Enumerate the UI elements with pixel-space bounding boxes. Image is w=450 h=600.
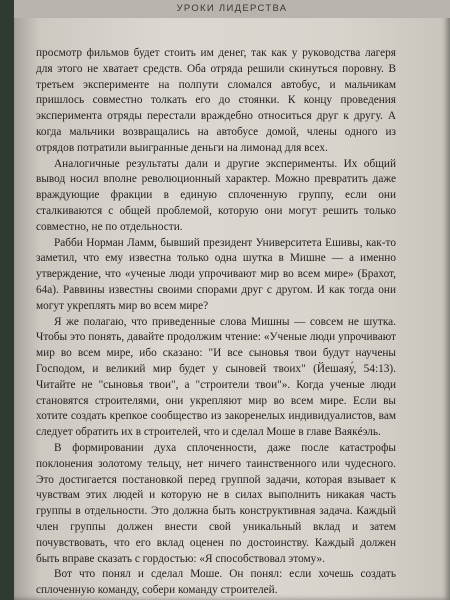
paragraph-2: Аналогичные результаты дали и другие эксперименты. Их общий вывод носил вполне революционный характер. Можно превратить даже враждующие фракции в единую сплоченную группу, если они сталкиваются с общей проблемой, которую они могут решить только совместно, не по отдельности. <box>36 157 396 233</box>
running-head: УРОКИ ЛИДЕРСТВА <box>176 3 288 14</box>
paragraph-6: Вот что понял и сделал Моше. Он понял: если хочешь создать сплоченную команду, собери команду строителей. <box>36 568 396 597</box>
paragraph-4: Я же полагаю, что приведенные слова Мишны — совсем не шутка. Чтобы это понять, давайте продолжим чтение: «Ученые люди упрочивают мир во всем мире, ибо сказано: "И все сыновья твои будут научены Господом, и великий мир будет у сыновей твоих" (Йешаяу́, 54:13). Читайте не "сыновья твои", а "строители твои"». Когда ученые люди становятся строителями, они укрепляют мир во всем мире. Если вы хотите создать крепкое сообщество из закоренелых индивидуалистов, вам следует обратить их в строителей, что и сделал Моше в главе Ваякéэль. <box>36 315 396 439</box>
paragraph-1: просмотр фильмов будет стоить им денег, так как у руководства лагеря для этого не хватает средств. Оба отряда решили скинуться поровну. В третьем эксперименте на полпути сломался автобус, и мальчикам пришлось совместно толкать его до стоянки. К концу проведения эксперимента отряды перестали враждебно относиться друг к другу. А когда мальчики возвращались на автобусе домой, члены одного из отрядов потратили выигранные деньги на лимонад для всех. <box>36 47 396 154</box>
book-page <box>14 0 450 600</box>
body-text <box>36 46 396 599</box>
paragraph-3: Рабби Норман Ламм, бывший президент Университета Ешивы, как-то заметил, что ему известна только одна шутка в Мишне — а именно утверждение, что «ученые люди упрочивают мир во всем мире» (Брахот, 64а). Раввины известны своими спорами друг с другом. И как тогда они могут укреплять мир во всем мире? <box>36 236 396 312</box>
paragraph-5: В формировании духа сплоченности, даже после катастрофы поклонения золотому тельцу, нет ничего таинственного или чудесного. Это достигается постановкой перед группой задачи, которая взывает к чувствам этих людей и которую не в силах выполнить никакая часть группы в отдельности. Это должна быть конструктивная задача. Каждый член группы должен внести свой уникальный вклад и затем почувствовать, что его вклад оценен по достоинству. Каждый должен быть вправе сказать с гордостью: «Я способствовал этому». <box>36 441 396 565</box>
